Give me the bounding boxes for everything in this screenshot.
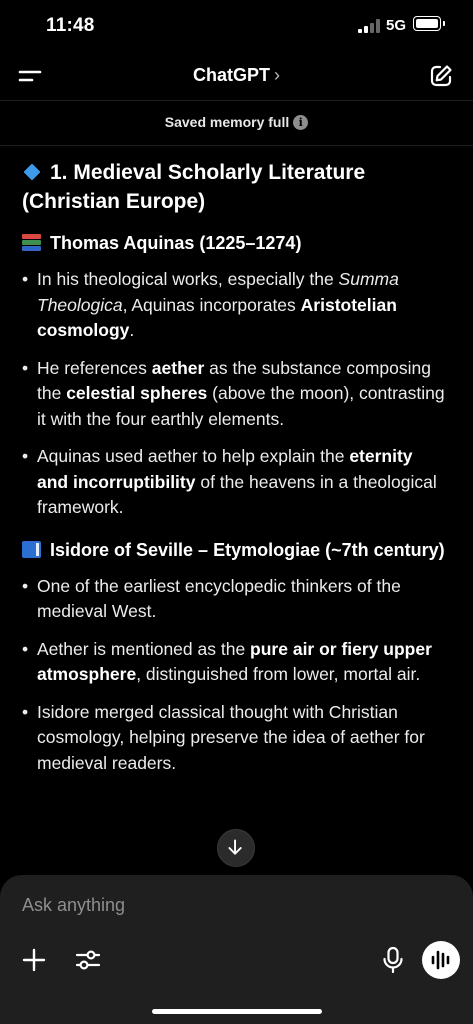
tools-sliders-icon[interactable]: [74, 946, 102, 974]
list-item: [22, 444, 447, 521]
status-time: 11:48: [46, 15, 95, 36]
bullet-list: [22, 574, 447, 777]
scroll-to-bottom-button[interactable]: [217, 829, 255, 867]
model-selector[interactable]: [0, 65, 473, 86]
text-run: Aether is mentioned as the: [37, 638, 251, 659]
bullet-list: [22, 267, 447, 521]
text-run: .: [129, 320, 135, 340]
list-item: [22, 637, 447, 688]
text-run: of the heavens in a theological framework.: [37, 471, 437, 517]
italic-text: Summa Theologica: [37, 269, 399, 315]
arrow-down-icon: [218, 830, 254, 866]
info-icon[interactable]: i: [293, 115, 308, 130]
network-type: 5G: [386, 17, 407, 34]
text-run: Aquinas used aether to help explain the: [37, 446, 350, 466]
plus-icon[interactable]: [22, 948, 46, 972]
waveform-icon: [422, 941, 460, 979]
text-run: (above the moon), contrasting it with the four earthly elements.: [37, 383, 445, 429]
cellular-signal-icon: [358, 19, 380, 33]
list-item: [22, 700, 447, 777]
voice-mode-button[interactable]: [422, 941, 460, 979]
blue-book-icon: [22, 541, 41, 558]
list-item: [22, 574, 447, 625]
section-heading: [22, 158, 447, 216]
bold-text: celestial spheres: [66, 383, 208, 403]
bold-text: aether: [151, 357, 205, 378]
section-heading-text: 1. Medieval Scholarly Literature (Christian Europe): [22, 161, 366, 213]
bold-text: eternity and incorruptibility: [37, 446, 413, 492]
subsection-title: [22, 537, 447, 563]
nav-bar: [0, 52, 473, 101]
text-run: One of the earliest encyclopedic thinkers of the medieval West.: [37, 575, 401, 621]
status-bar: [0, 0, 473, 52]
list-item: [22, 267, 447, 344]
memory-banner[interactable]: [0, 101, 473, 146]
text-run: as the substance composing the: [37, 357, 431, 403]
chevron-right-icon: ›: [274, 65, 280, 85]
microphone-icon[interactable]: [381, 946, 405, 974]
subsection-title-text: Thomas Aquinas (1225–1274): [50, 233, 302, 253]
assistant-message: [22, 158, 447, 792]
new-chat-icon[interactable]: [429, 64, 453, 88]
battery-icon: [413, 16, 441, 31]
memory-status-text: Saved memory full: [164, 114, 290, 130]
text-run: , distinguished from lower, mortal air.: [136, 664, 421, 684]
bold-text: Aristotelian cosmology: [37, 294, 397, 340]
subsection-title: [22, 230, 447, 256]
nav-title-text: ChatGPT: [192, 65, 270, 85]
bold-text: pure air or fiery upper atmosphere: [37, 638, 432, 684]
blue-diamond-icon: [24, 164, 41, 181]
text-run: Isidore merged classical thought with Christian cosmology, helping preserve the idea of aether for medieval readers.: [37, 701, 425, 773]
list-item: [22, 356, 447, 433]
subsection-title-text: Isidore of Seville – Etymologiae (~7th century): [50, 539, 445, 560]
composer: [0, 875, 473, 1024]
text-run: In his theological works, especially the: [37, 269, 339, 289]
text-run: , Aquinas incorporates: [122, 294, 301, 315]
books-icon: [22, 234, 41, 251]
ask-input[interactable]: [22, 895, 442, 916]
home-indicator: [152, 1009, 322, 1014]
text-run: He references: [37, 357, 152, 378]
